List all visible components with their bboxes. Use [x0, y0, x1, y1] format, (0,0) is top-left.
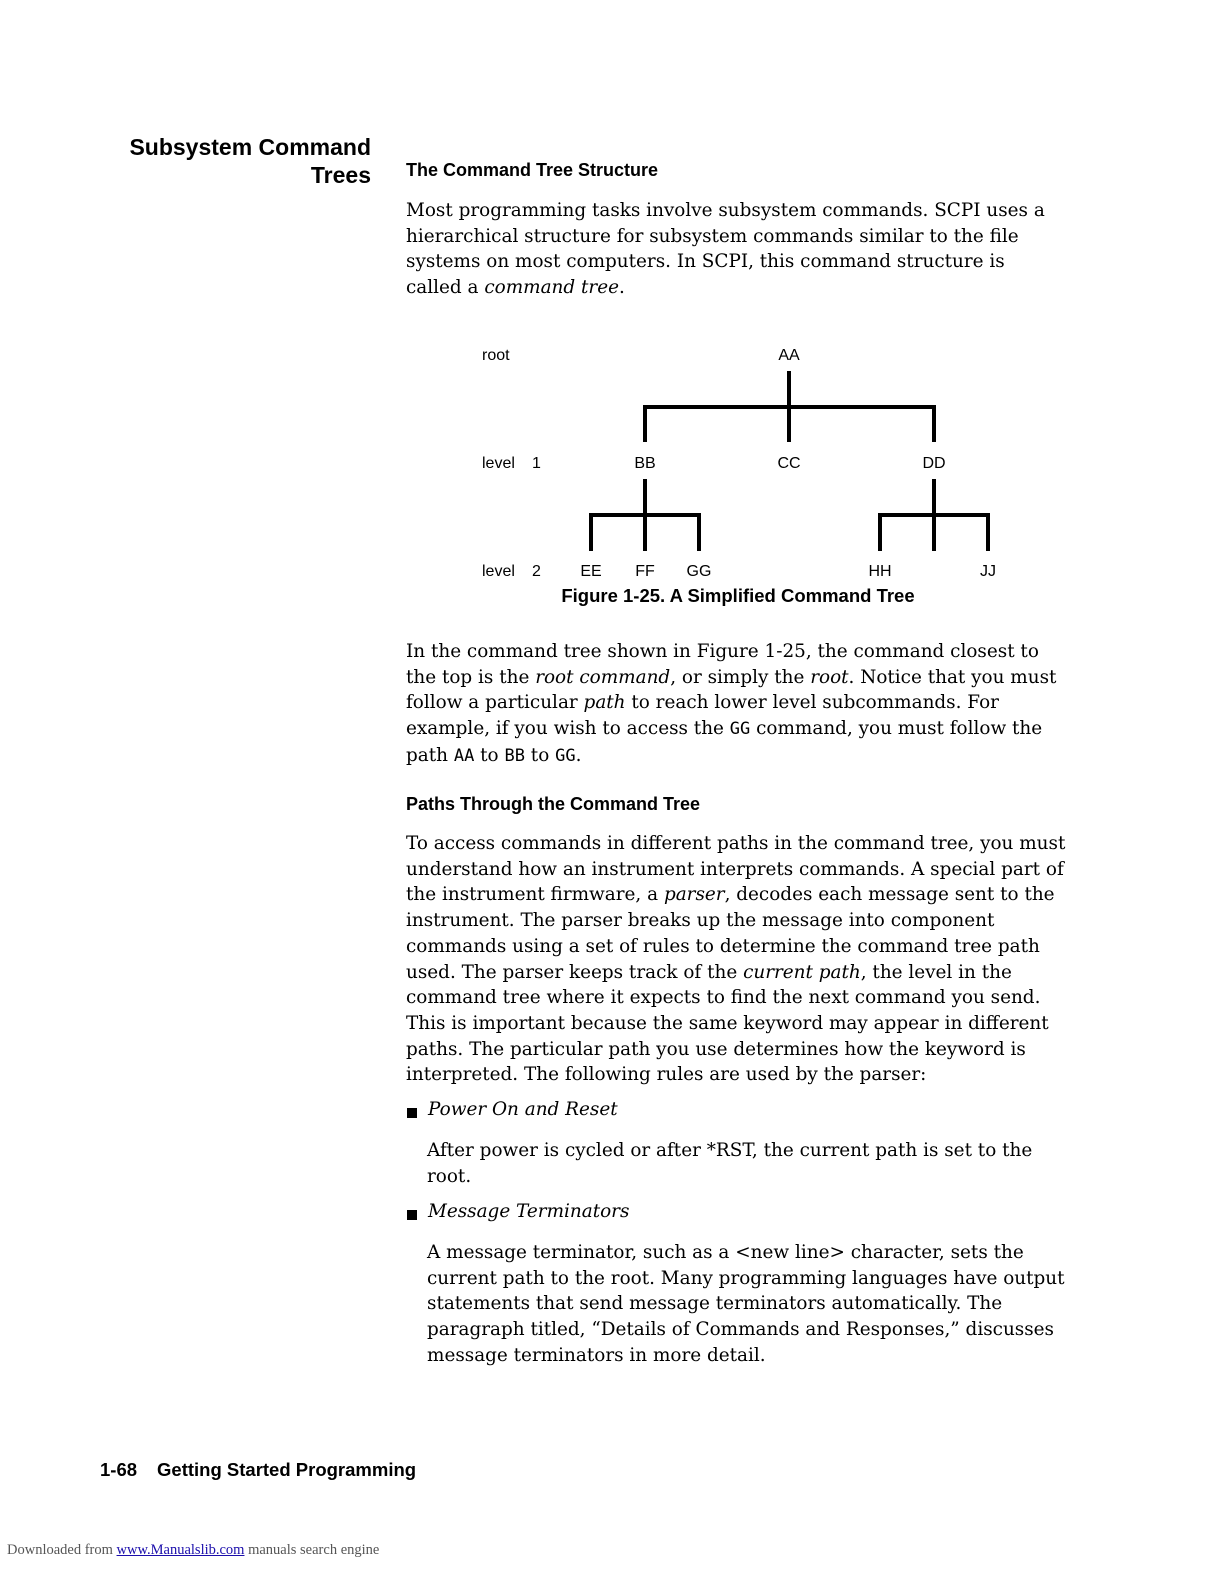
bullet-title-power-on: Power On and Reset — [428, 1099, 618, 1120]
figure-caption: Figure 1-25. A Simplified Command Tree — [561, 585, 915, 606]
emphasis-root-command: root command — [535, 666, 671, 688]
manualslib-link[interactable]: www.Manualslib.com — [116, 1542, 245, 1558]
bullet-marker — [407, 1210, 417, 1220]
download-note — [7, 1542, 379, 1559]
text: to reach lower level subcommands. For example, if you wish to access the — [406, 692, 999, 740]
heading-paths-through-tree: Paths Through the Command Tree — [406, 794, 701, 814]
code-bb: BB — [504, 745, 525, 766]
text: , the level in the command tree where it expects to find the next command you send. This is important because the same keyword may appear in different paths. The particular path you use determines how the keyword is interpreted. The following rules are used by the parser: — [406, 961, 1049, 1086]
node-gg: GG — [686, 563, 712, 580]
heading-command-tree-structure: The Command Tree Structure — [406, 160, 659, 180]
emphasis-current-path: current path — [743, 961, 861, 983]
intro-text-end: . — [618, 277, 625, 299]
node-ff: FF — [635, 563, 655, 580]
row-label-level-number: 2 — [532, 563, 541, 580]
bullet-text-message-terminators: A message terminator, such as a <new line> character, sets the current path to the root. Many programming languages have output statements that send message terminators automatically. The paragraph titled, “Details of Commands and Responses,” discusses message terminators in more detail. — [427, 1242, 1065, 1366]
root-command-paragraph — [406, 639, 1066, 770]
node-ee: EE — [580, 563, 602, 580]
text: To access commands in different paths in the command tree, you must understand how an instrument interprets commands. A special part of the instrument firmware, a — [406, 833, 1066, 906]
download-note-suffix: manuals search engine — [244, 1542, 380, 1558]
text: . Notice that you must follow a particular — [406, 666, 1057, 714]
intro-text: Most programming tasks involve subsystem commands. SCPI uses a hierarchical structure for subsystem commands similar to the file systems on most computers. In SCPI, this command structure is called a — [406, 200, 1045, 299]
section-title-line2: Trees — [310, 162, 371, 188]
node-jj: JJ — [980, 563, 996, 580]
node-aa: AA — [778, 347, 800, 364]
code-gg: GG — [555, 745, 576, 766]
text: to — [474, 744, 505, 766]
code-gg: GG — [729, 719, 751, 740]
text: . — [575, 744, 582, 766]
row-label-level: level — [482, 563, 515, 580]
bullet-title-message-terminators: Message Terminators — [428, 1201, 630, 1222]
node-dd: DD — [922, 455, 946, 472]
row-label-level-number: 1 — [532, 455, 541, 472]
text: , or simply the — [670, 666, 811, 688]
text: to — [524, 744, 556, 766]
row-label-level: level — [482, 455, 515, 472]
code-aa: AA — [453, 745, 475, 766]
chapter-title: Getting Started Programming — [157, 1459, 417, 1480]
node-hh: HH — [868, 563, 892, 580]
node-bb: BB — [634, 455, 656, 472]
intro-emphasis-command-tree: command tree — [484, 277, 619, 299]
download-note-prefix: Downloaded from — [7, 1542, 117, 1558]
row-label-root: root — [482, 347, 510, 364]
page-footer — [100, 1459, 416, 1481]
text: , decodes each message sent to the instrument. The parser breaks up the message into component commands using a set of rules to determine the command tree path used. The parser keeps track of the — [406, 884, 1055, 983]
parser-paragraph — [406, 831, 1074, 1088]
text: In the command tree shown in Figure 1-25, the command closest to the top is the — [406, 641, 1039, 688]
section-title-line1: Subsystem Command — [129, 134, 371, 160]
emphasis-root: root — [810, 666, 849, 688]
emphasis-path: path — [583, 692, 626, 714]
bullet-text-power-on: After power is cycled or after *RST, the current path is set to the root. — [427, 1140, 1033, 1187]
text: command, you must follow the path — [406, 718, 1043, 766]
node-cc: CC — [777, 455, 801, 472]
page-number: 1-68 — [100, 1459, 138, 1480]
bullet-marker — [407, 1108, 417, 1118]
emphasis-parser: parser — [663, 884, 725, 906]
